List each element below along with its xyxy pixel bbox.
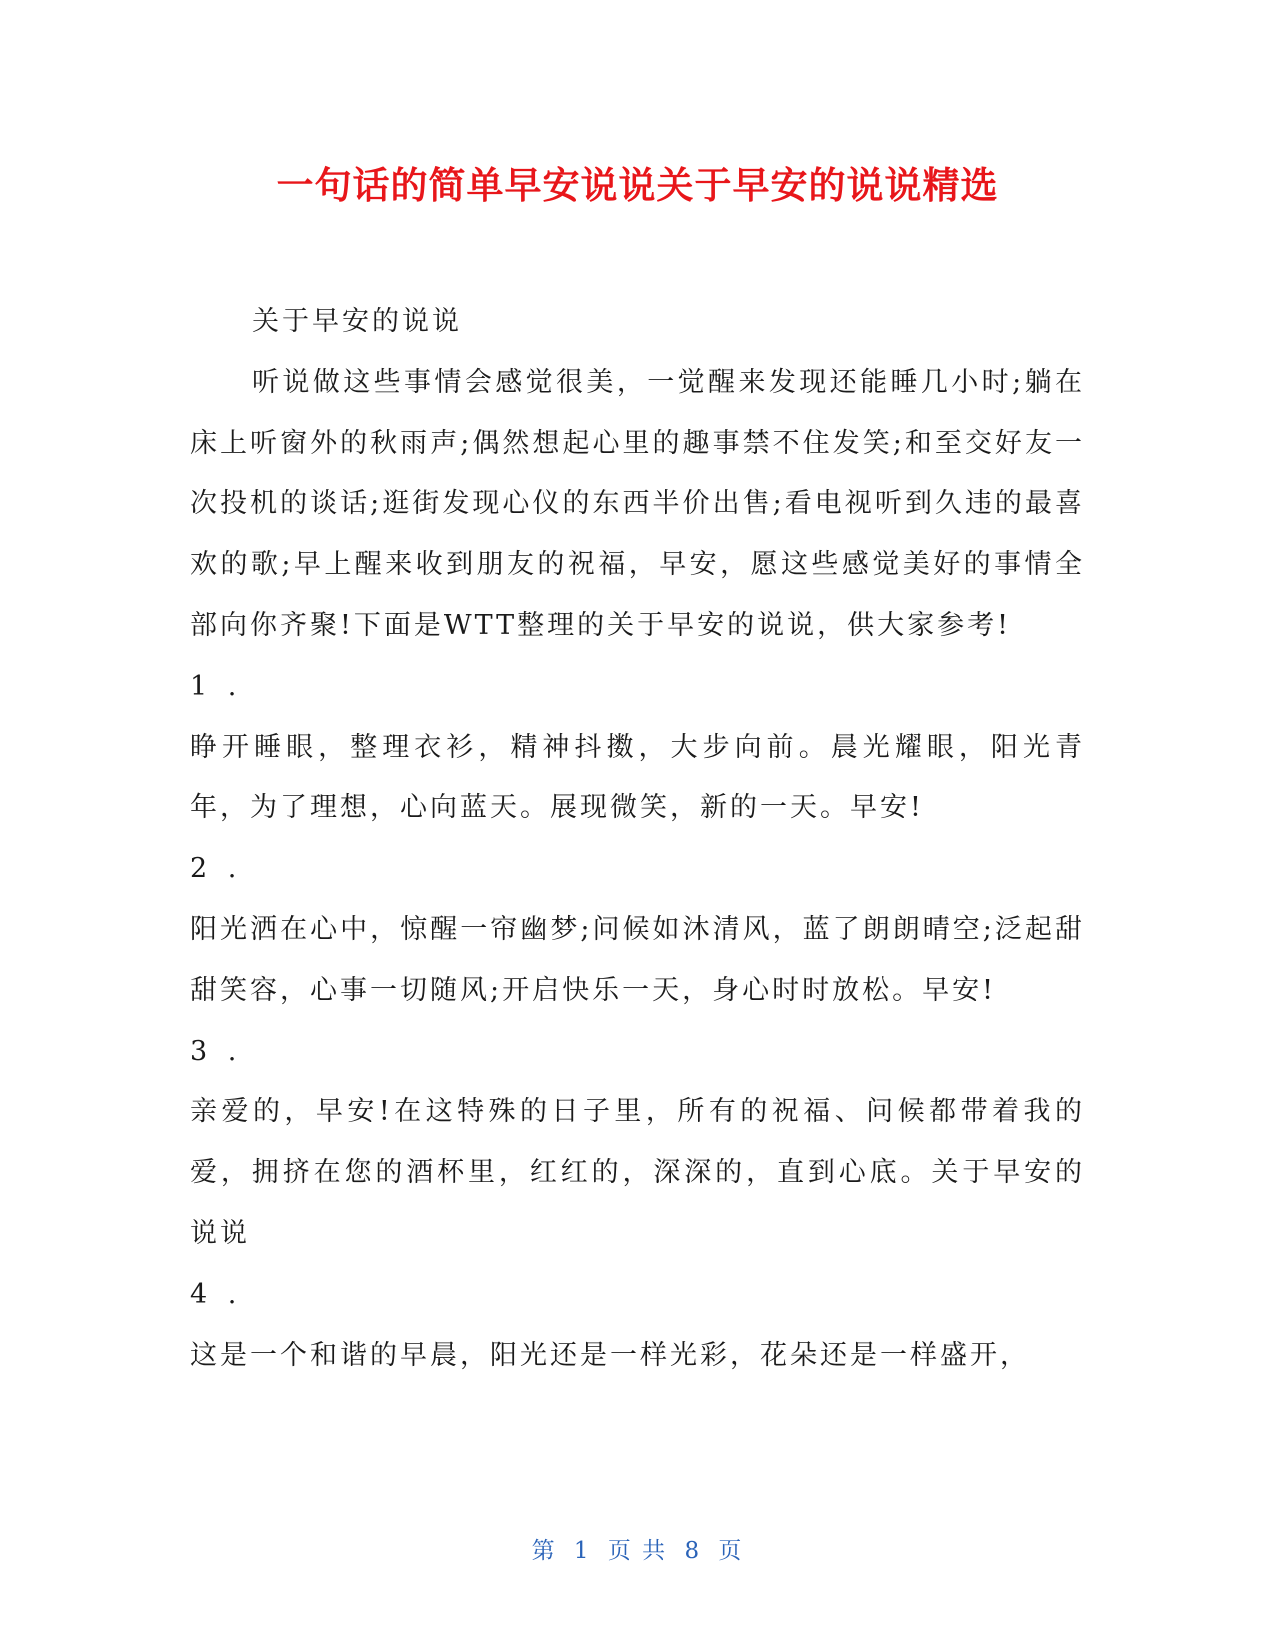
item-text: 睁开睡眼，整理衣衫，精神抖擞，大步向前。晨光耀眼，阳光青年，为了理想，心向蓝天。展现微笑，新的一天。早安! <box>190 731 1085 824</box>
item-number: 2 . <box>190 853 243 885</box>
item-text: 阳光洒在心中，惊醒一帘幽梦;问候如沐清风，蓝了朗朗晴空;泛起甜甜笑容，心事一切随风;开启快乐一天，身心时时放松。早安! <box>190 913 1085 1006</box>
item-number: 1 . <box>190 670 243 702</box>
intro-paragraph: 听说做这些事情会感觉很美，一觉醒来发现还能睡几小时;躺在床上听窗外的秋雨声;偶然想起心里的趣事禁不住发笑;和至交好友一次投机的谈话;逛街发现心仪的东西半价出售;看电视听到久违的最喜欢的歌;早上醒来收到朋友的祝福，早安，愿这些感觉美好的事情全部向你齐聚!下面是WTT整理的关于早安的说说，供大家参考! <box>190 366 1085 641</box>
section-heading: 关于早安的说说 <box>252 306 462 337</box>
item-text: 这是一个和谐的早晨，阳光还是一样光彩，花朵还是一样盛开， <box>190 1339 1030 1371</box>
document-body <box>190 292 1085 1386</box>
current-page-number: 1 <box>573 1538 591 1564</box>
total-pages-number: 8 <box>684 1538 702 1564</box>
footer-middle: 页 共 <box>607 1538 668 1564</box>
item-number: 3 . <box>190 1035 243 1067</box>
footer-suffix: 页 <box>718 1538 744 1564</box>
page-footer <box>0 1532 1275 1565</box>
footer-prefix: 第 <box>531 1538 557 1564</box>
item-text: 亲爱的，早安!在这特殊的日子里，所有的祝福、问候都带着我的爱，拥挤在您的酒杯里，红红的，深深的，直到心底。关于早安的说说 <box>190 1096 1085 1249</box>
document-title: 一句话的简单早安说说关于早安的说说精选 <box>276 164 999 207</box>
item-number: 4 . <box>190 1278 243 1310</box>
